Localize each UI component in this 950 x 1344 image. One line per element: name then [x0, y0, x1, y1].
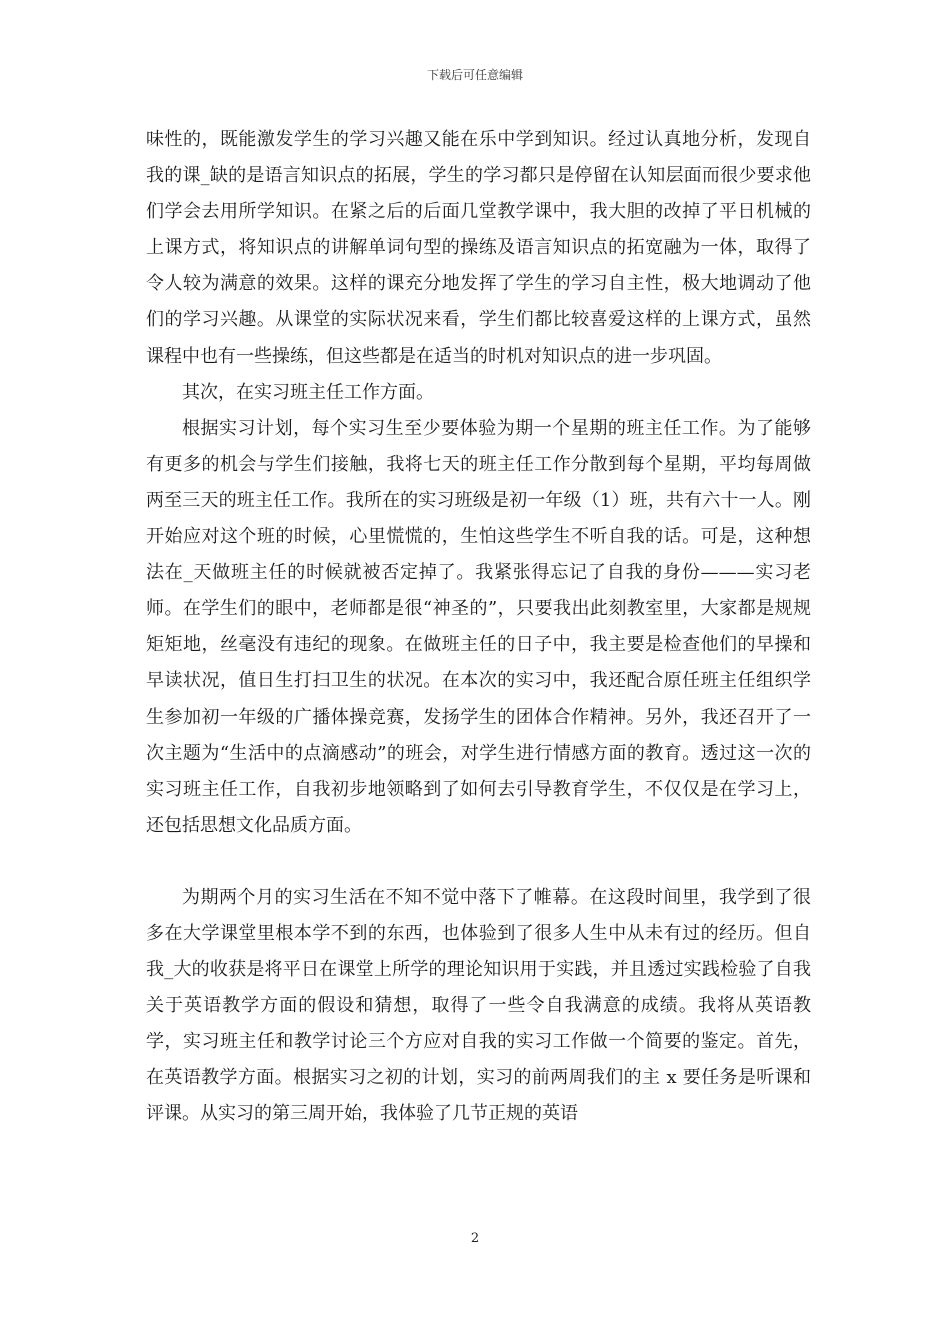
- page-number: 2: [470, 1231, 480, 1246]
- paragraph-1: 味性的，既能激发学生的学习兴趣又能在乐中学到知识。经过认真地分析，发现自我的课_缺的是语言知识点的拓展，学生的学习都只是停留在认知层面而很少要求他们学会去用所学知识。在紧之后的后面几堂教学课中，我大胆的改掉了平日机械的上课方式，将知识点的讲解单词句型的操练及语言知识点的拓宽融为一体，取得了令人较为满意的效果。这样的课充分地发挥了学生的学习自主性，极大地调动了他们的学习兴趣。从课堂的实际状况来看，学生们都比较喜爱这样的上课方式，虽然课程中也有一些操练，但这些都是在适当的时机对知识点的进一步巩固。: [146, 129, 811, 367]
- page-header: 下载后可任意编辑: [426, 68, 523, 82]
- paragraph-2: 其次，在实习班主任工作方面。: [182, 381, 434, 403]
- paragraph-gap: [146, 844, 811, 880]
- paragraph-3: 根据实习计划，每个实习生至少要体验为期一个星期的班主任工作。为了能够有更多的机会与学生们接触，我将七天的班主任工作分散到每个星期，平均每周做两至三天的班主任工作。我所在的实习班级是初一年级（1）班，共有六十一人。刚开始应对这个班的时候，心里慌慌的，生怕这些学生不听自我的话。可是，这种想法在_天做班主任的时候就被否定掉了。我紧张得忘记了自我的身份———实习老师。在学生们的眼中，老师都是很“神圣的”，只要我出此刻教室里，大家都是规规矩矩地，丝毫没有违纪的现象。在做班主任的日子中，我主要是检查他们的早操和早读状况，值日生打扫卫生的状况。在本次的实习中，我还配合原任班主任组织学生参加初一年级的广播体操竞赛，发扬学生的团体合作精神。另外，我还召开了一次主题为“生活中的点滴感动”的班会，对学生进行情感方面的教育。透过这一次的实习班主任工作，自我初步地领略到了如何去引导教育学生，不仅仅是在学习上，还包括思想文化品质方面。: [146, 417, 811, 836]
- paragraph-4: 为期两个月的实习生活在不知不觉中落下了帷幕。在这段时间里，我学到了很多在大学课堂里根本学不到的东西，也体验到了很多人生中从未有过的经历。但自我_大的收获是将平日在课堂上所学的理论知识用于实践，并且透过实践检验了自我关于英语教学方面的假设和猜想，取得了一些令自我满意的成绩。我将从英语教学，实习班主任和教学讨论三个方应对自我的实习工作做一个简要的鉴定。首先，在英语教学方面。根据实习之初的计划，实习的前两周我们的主 x 要任务是听课和评课。从实习的第三周开始，我体验了几节正规的英语: [146, 886, 811, 1125]
- document-body: [146, 122, 811, 1133]
